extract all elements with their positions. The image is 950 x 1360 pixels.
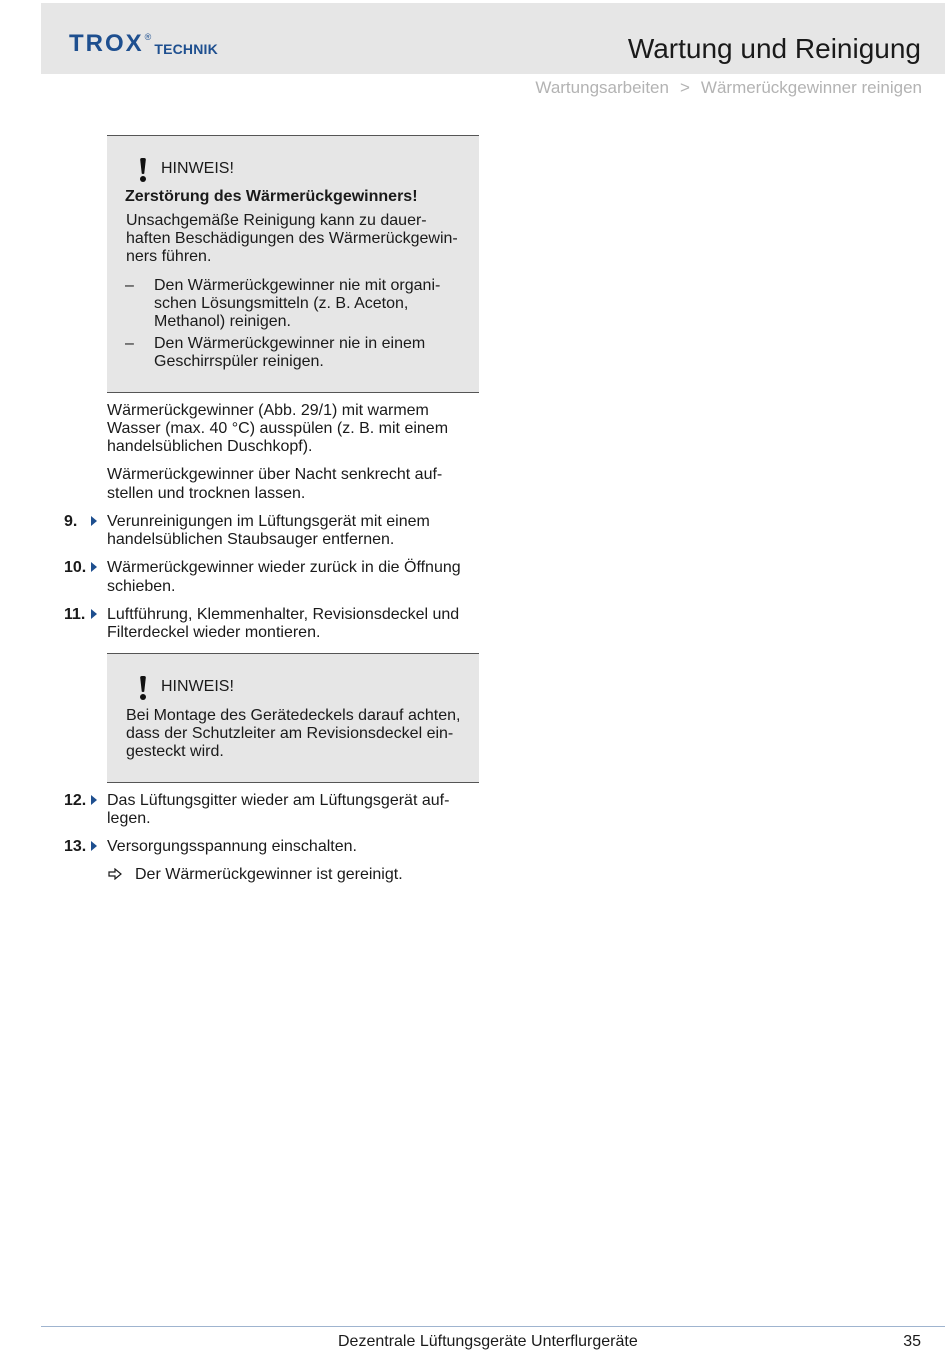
notice-box-ground-conductor bbox=[107, 653, 479, 783]
step-text: legen. bbox=[107, 810, 151, 827]
bullet-line: Den Wärmerückgewinner nie mit organi- bbox=[154, 277, 441, 294]
footer-document-title: Dezentrale Lüftungsgeräte Unterflurgeräte bbox=[338, 1333, 638, 1350]
notice-heading: Zerstörung des Wärmerückgewinners! bbox=[125, 188, 418, 205]
logo-technik-text: TECHNIK bbox=[154, 41, 218, 57]
exclamation-icon bbox=[140, 158, 146, 180]
step-number: 9. bbox=[64, 513, 78, 530]
breadcrumb-separator: > bbox=[679, 78, 690, 97]
step-arrow-icon bbox=[91, 795, 97, 805]
step-arrow-icon bbox=[91, 841, 97, 851]
notice-label: HINWEIS! bbox=[161, 678, 234, 695]
notice-body-line: gesteckt wird. bbox=[126, 743, 224, 760]
step-number: 13. bbox=[64, 838, 87, 855]
page-header bbox=[41, 3, 945, 74]
notice-body-line: Bei Montage des Gerätedeckels darauf achten, bbox=[126, 707, 461, 724]
bullet-dash: – bbox=[125, 335, 134, 352]
paragraph-line: Wärmerückgewinner über Nacht senkrecht auf- bbox=[107, 466, 443, 483]
notice-label: HINWEIS! bbox=[161, 160, 234, 177]
paragraph-line: handelsüblichen Duschkopf). bbox=[107, 438, 313, 455]
step-text: Versorgungsspannung einschalten. bbox=[107, 838, 357, 855]
bullet-line: Den Wärmerückgewinner nie in einem bbox=[154, 335, 426, 352]
result-text: Der Wärmerückgewinner ist gereinigt. bbox=[135, 866, 403, 883]
footer-divider bbox=[41, 1326, 945, 1327]
breadcrumb-section: Wartungsarbeiten bbox=[535, 78, 669, 97]
step-text: Wärmerückgewinner wieder zurück in die Öffnung bbox=[107, 559, 461, 576]
notice-body-line: ners führen. bbox=[126, 248, 212, 265]
step-number: 11. bbox=[64, 606, 86, 623]
step-text: Filterdeckel wieder montieren. bbox=[107, 624, 321, 641]
breadcrumb bbox=[535, 78, 922, 98]
result-arrow-icon bbox=[108, 868, 122, 880]
paragraph-line: Wasser (max. 40 °C) ausspülen (z. B. mit einem bbox=[107, 420, 449, 437]
logo-trox-text: TROX bbox=[69, 30, 144, 57]
step-text: Verunreinigungen im Lüftungsgerät mit einem bbox=[107, 513, 430, 530]
notice-body-line: dass der Schutzleiter am Revisionsdeckel ein- bbox=[126, 725, 454, 742]
step-text: Luftführung, Klemmenhalter, Revisionsdeckel und bbox=[107, 606, 460, 623]
breadcrumb-current: Wärmerückgewinner reinigen bbox=[700, 78, 922, 97]
step-number: 12. bbox=[64, 792, 87, 809]
paragraph-line: Wärmerückgewinner (Abb. 29/1) mit warmem bbox=[107, 402, 429, 419]
step-text: schieben. bbox=[107, 578, 176, 595]
bullet-line: Geschirrspüler reinigen. bbox=[154, 353, 324, 370]
step-number: 10. bbox=[64, 559, 87, 576]
bullet-line: Methanol) reinigen. bbox=[154, 313, 291, 330]
step-arrow-icon bbox=[91, 609, 97, 619]
trox-technik-logo bbox=[69, 30, 218, 60]
step-text: Das Lüftungsgitter wieder am Lüftungsgerät auf- bbox=[107, 792, 450, 809]
step-arrow-icon bbox=[91, 516, 97, 526]
notice-box-destruction bbox=[107, 135, 479, 393]
step-arrow-icon bbox=[91, 562, 97, 572]
paragraph-line: stellen und trocknen lassen. bbox=[107, 485, 306, 502]
page-number: 35 bbox=[903, 1333, 921, 1350]
chapter-title: Wartung und Reinigung bbox=[627, 33, 921, 64]
bullet-line: schen Lösungsmitteln (z. B. Aceton, bbox=[154, 295, 409, 312]
notice-body-line: haften Beschädigungen des Wärmerückgewin- bbox=[126, 230, 458, 247]
step-text: handelsüblichen Staubsauger entfernen. bbox=[107, 531, 395, 548]
bullet-dash: – bbox=[125, 277, 134, 294]
logo-registered-mark: ® bbox=[144, 32, 152, 42]
notice-body-line: Unsachgemäße Reinigung kann zu dauer- bbox=[126, 212, 427, 229]
exclamation-icon bbox=[140, 676, 146, 698]
